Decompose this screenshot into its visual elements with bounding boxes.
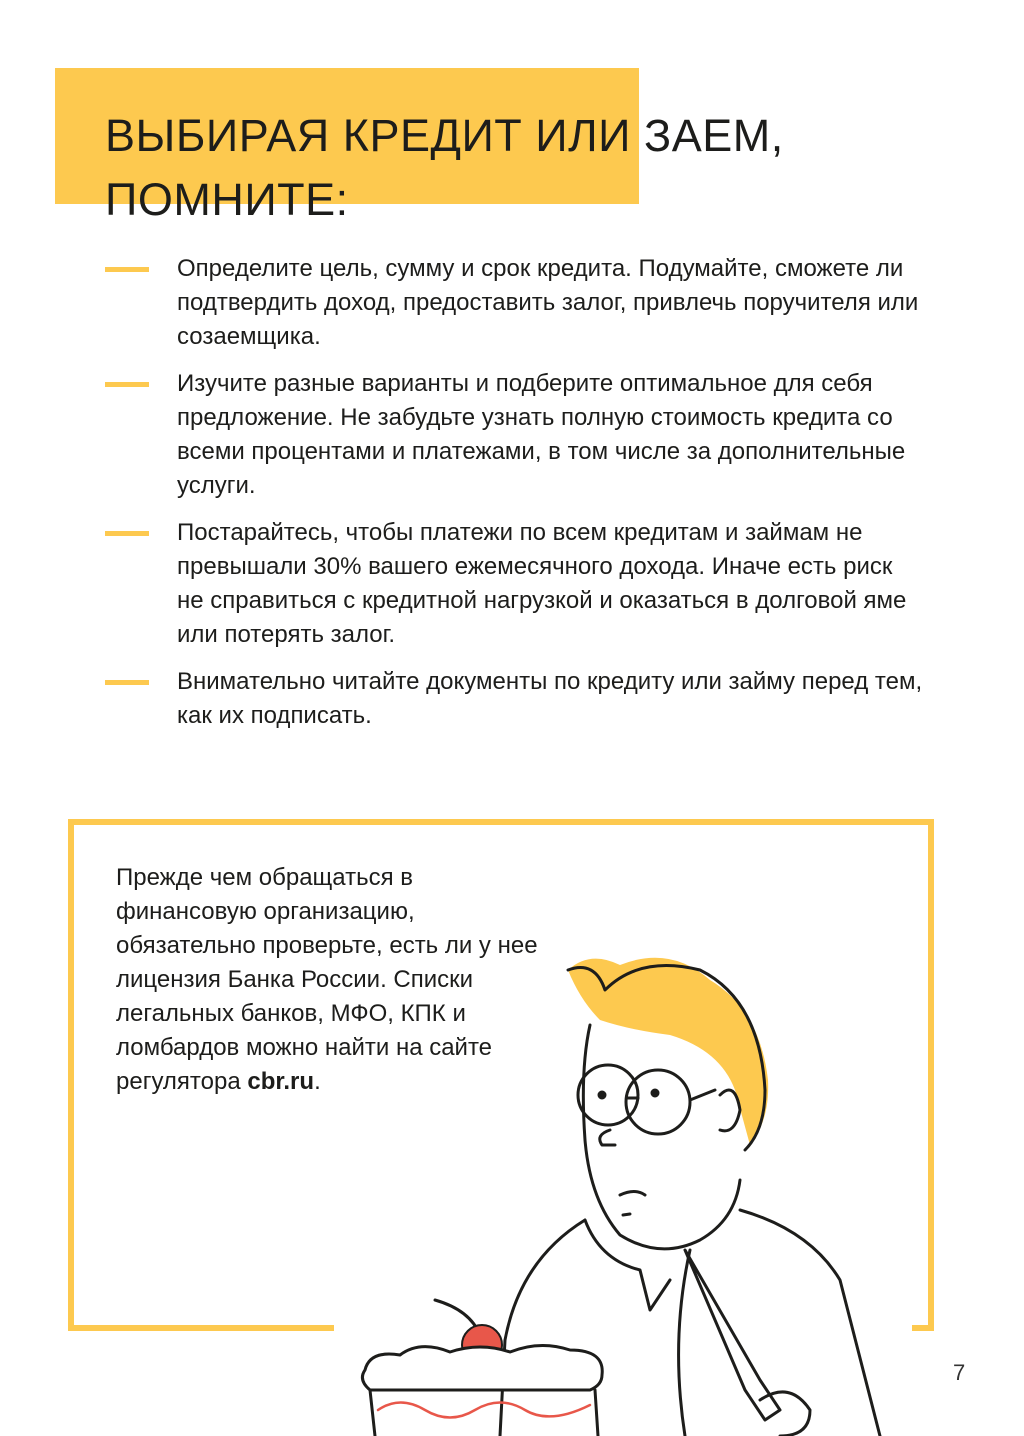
list-item <box>105 252 925 354</box>
page-title <box>105 104 784 232</box>
title-line-1: ВЫБИРАЯ КРЕДИТ ИЛИ ЗАЕМ, <box>105 110 784 161</box>
list-item <box>105 367 925 503</box>
title-line-2: ПОМНИТЕ: <box>105 174 349 225</box>
bullet-dash <box>105 531 149 536</box>
list-item <box>105 665 925 733</box>
list-item <box>105 516 925 652</box>
bullet-dash <box>105 267 149 272</box>
note-text: Прежде чем обращаться в финансовую организацию, обязательно проверьте, есть ли у нее лицензия Банка России. Списки легальных банков, МФО, КПК и ломбардов можно найти на сайте регулятора <box>116 864 538 1095</box>
man-with-cake-illustration <box>340 940 960 1436</box>
cbr-link[interactable]: cbr.ru <box>247 1068 315 1095</box>
bullet-dash <box>105 680 149 685</box>
bullet-dash <box>105 382 149 387</box>
tip-text: Изучите разные варианты и подберите оптимальное для себя предложение. Не забудьте узнать полную стоимость кредита со всеми процентами и платежами, в том числе за дополнительные услуги. <box>177 370 906 499</box>
tip-text: Внимательно читайте документы по кредиту или займу перед тем, как их подписать. <box>177 668 923 729</box>
tip-text: Постарайтесь, чтобы платежи по всем кредитам и займам не превышали 30% вашего ежемесячного дохода. Иначе есть риск не справиться с кредитной нагрузкой и оказаться в долговой яме или потерять залог. <box>177 519 907 648</box>
tip-text: Определите цель, сумму и срок кредита. Подумайте, сможете ли подтвердить доход, предоставить залог, привлечь поручителя или созаемщика. <box>177 255 919 350</box>
note-end: . <box>314 1068 321 1095</box>
page-number: 7 <box>953 1360 966 1385</box>
tips-list <box>105 252 925 746</box>
